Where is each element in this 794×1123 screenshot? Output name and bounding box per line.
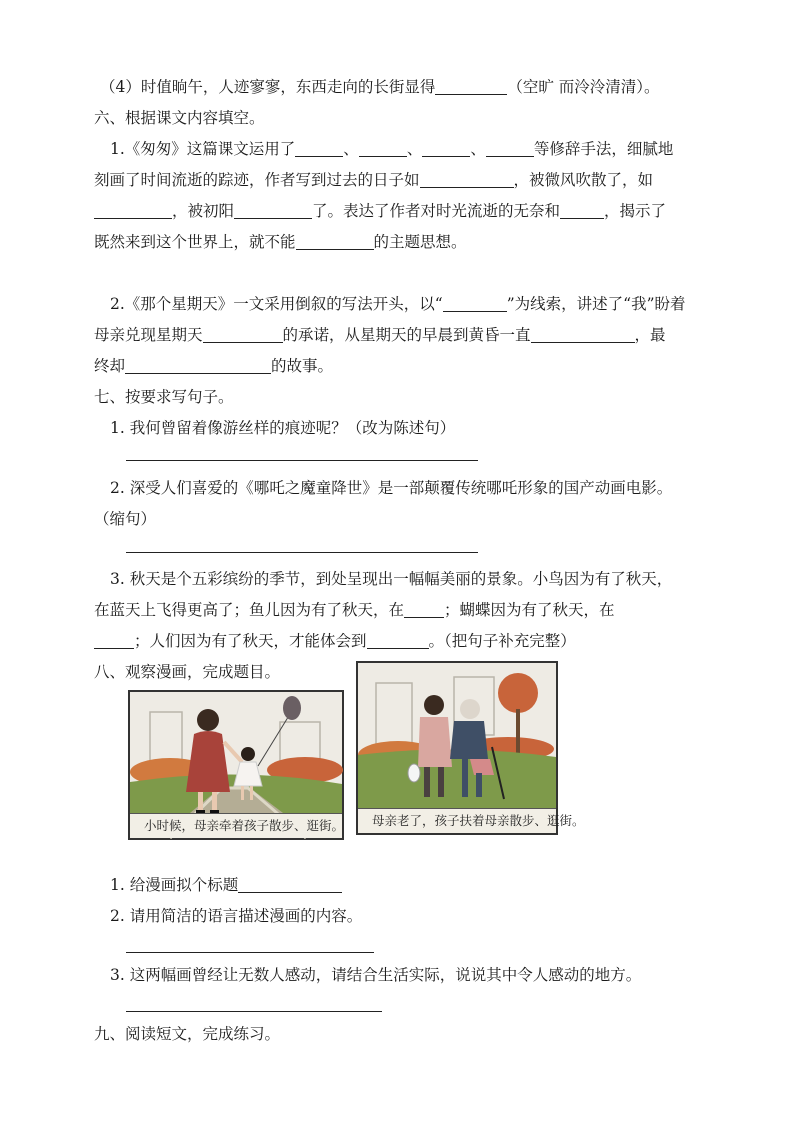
s7-q1-answer-line[interactable] <box>126 460 478 461</box>
s6-q2-text: 母亲兑现星期天 <box>94 326 203 344</box>
comic-panel-left <box>128 690 344 840</box>
s9-heading: 九、阅读短文，完成练习。 <box>94 1025 281 1043</box>
s6-q2-blank-1[interactable] <box>443 295 507 312</box>
s7-q3-blank-3[interactable] <box>367 632 429 649</box>
s7-q3-text: 。（把句子补充完整） <box>428 632 576 650</box>
s6-q2-text: 终却 <box>94 357 126 375</box>
s7-q2-line2: （缩句） <box>94 510 157 528</box>
s6-q1-text: ，被初阳 <box>172 202 235 220</box>
s5-q4-text: （4）时值晌午，人迹寥寥，东西走向的长街显得 <box>100 78 436 96</box>
s6-q2-line2 <box>94 324 666 346</box>
s8-q1-text: 1. 给漫画拟个标题 <box>110 876 239 894</box>
s6-q2-blank-3[interactable] <box>531 326 635 343</box>
s7-q3-blank-1[interactable] <box>404 601 444 618</box>
s7-q3-text: ；蝴蝶因为有了秋天，在 <box>444 601 615 619</box>
s8-q1-blank[interactable] <box>238 876 342 893</box>
s6-q1-blank-2[interactable] <box>359 140 407 157</box>
sep: 、 <box>406 140 423 158</box>
sep: 、 <box>470 140 486 158</box>
s6-q1-line3 <box>94 200 666 222</box>
s7-q3-blank-2[interactable] <box>94 632 134 649</box>
s8-q3: 3. 这两幅画曾经让无数人感动，请结合生活实际，说说其中令人感动的地方。 <box>110 966 642 984</box>
s6-q2-line3 <box>94 355 333 377</box>
s5-q4-blank[interactable] <box>435 78 507 95</box>
s6-q1-blank-9[interactable] <box>296 233 374 250</box>
s6-q2-blank-4[interactable] <box>125 357 271 374</box>
s6-q1-blank-1[interactable] <box>295 140 343 157</box>
s5-q4 <box>100 76 660 98</box>
s8-q2-answer-line[interactable] <box>126 952 374 953</box>
s8-q3-answer-line[interactable] <box>126 1011 382 1012</box>
s5-q4-options: （空旷 而泠泠清清）。 <box>507 78 660 96</box>
s7-q3-text: ；人们因为有了秋天，才能体会到 <box>134 632 367 650</box>
s6-q2-text: 2.《那个星期天》一文采用倒叙的写法开头，以“ <box>110 295 443 313</box>
s7-q3-text: 在蓝天上飞得更高了；鱼儿因为有了秋天，在 <box>94 601 405 619</box>
s6-q1-blank-6[interactable] <box>94 202 172 219</box>
s6-q2-line1 <box>110 293 686 315</box>
s6-q1-line1 <box>110 138 673 160</box>
sep: 、 <box>343 140 359 158</box>
s6-q1-blank-3[interactable] <box>422 140 470 157</box>
s6-q2-text: 的承诺，从星期天的早晨到黄昏一直 <box>282 326 531 344</box>
s6-q1-text: 1.《匆匆》这篇课文运用了 <box>110 140 296 158</box>
s6-q1-text: 等修辞手法，细腻地 <box>533 140 674 158</box>
s7-q3-line3 <box>94 630 576 652</box>
s7-q3-line2 <box>94 599 615 621</box>
s6-q2-blank-2[interactable] <box>203 326 283 343</box>
s6-q1-blank-7[interactable] <box>234 202 312 219</box>
s6-q1-blank-4[interactable] <box>486 140 534 157</box>
s6-q1-blank-8[interactable] <box>560 202 604 219</box>
comic-left-caption: 小时候，母亲牵着孩子散步、逛街。 <box>130 813 342 838</box>
s6-q1-blank-5[interactable] <box>420 171 514 188</box>
s7-heading: 七、按要求写句子。 <box>94 388 234 406</box>
s6-q2-text: ，最 <box>634 326 666 344</box>
s6-q1-line4 <box>94 231 467 253</box>
s6-q1-text: 刻画了时间流逝的踪迹，作者写到过去的日子如 <box>94 171 420 189</box>
s6-q2-text: ”为线索，讲述了“我”盼着 <box>506 295 686 313</box>
s6-q1-text: 的主题思想。 <box>373 233 467 251</box>
s7-q2-answer-line[interactable] <box>126 552 478 553</box>
s7-q3-line1: 3. 秋天是个五彩缤纷的季节，到处呈现出一幅幅美丽的景象。小鸟因为有了秋天， <box>110 570 673 588</box>
comic-panel-right <box>356 661 585 835</box>
comic-right-caption: 母亲老了，孩子扶着母亲散步、逛街。 <box>358 808 556 833</box>
s8-q2: 2. 请用简洁的语言描述漫画的内容。 <box>110 907 363 925</box>
s6-q1-text: 了。表达了作者对时光流逝的无奈和 <box>312 202 561 220</box>
s6-q2-text: 的故事。 <box>271 357 334 375</box>
s6-q1-line2 <box>94 169 653 191</box>
s7-q1: 1. 我何曾留着像游丝样的痕迹呢？（改为陈述句） <box>110 419 456 437</box>
s8-heading: 八、观察漫画，完成题目。 <box>94 663 281 681</box>
s6-heading: 六、根据课文内容填空。 <box>94 109 265 127</box>
s6-q1-text: 既然来到这个世界上，就不能 <box>94 233 296 251</box>
s7-q2-line1: 2. 深受人们喜爱的《哪吒之魔童降世》是一部颠覆传统哪吒形象的国产动画电影。 <box>110 479 673 497</box>
s6-q1-text: ，揭示了 <box>604 202 667 220</box>
s6-q1-text: ，被微风吹散了，如 <box>513 171 654 189</box>
s8-q1 <box>110 874 342 896</box>
